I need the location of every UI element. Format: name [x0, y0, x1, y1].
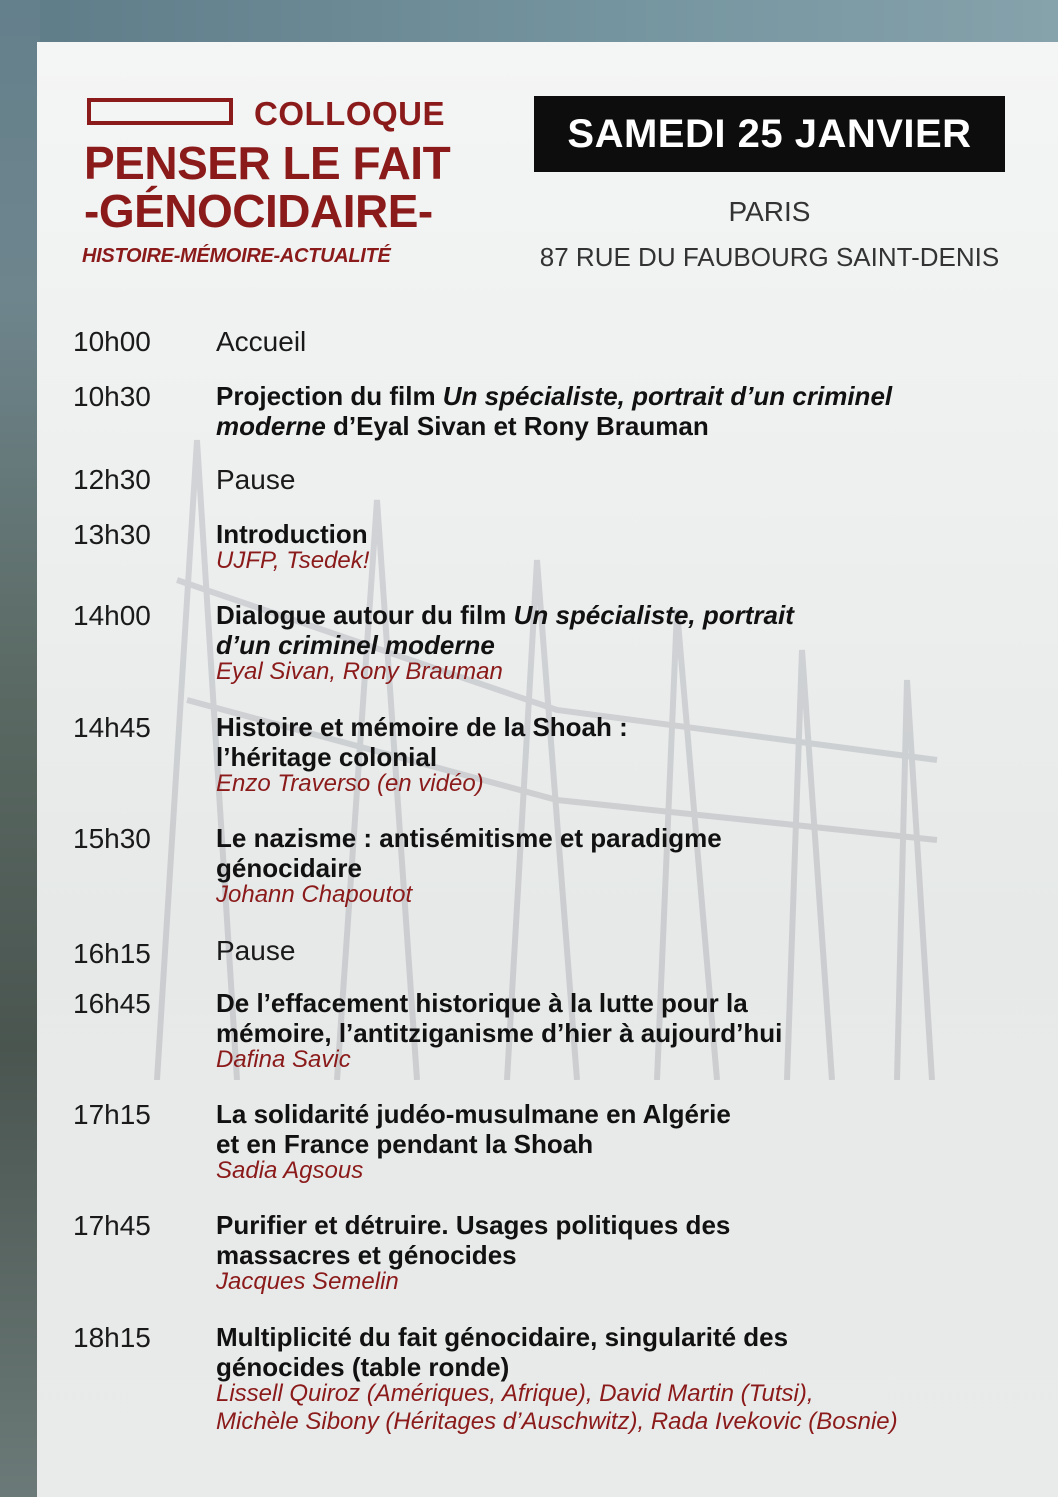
- title-line: mémoire, l’antitziganisme d’hier à aujourd’hui: [216, 1018, 783, 1048]
- time: 14h45: [73, 712, 151, 743]
- city: PARIS: [728, 196, 811, 227]
- title-line: Multiplicité du fait génocidaire, singularité des: [216, 1322, 789, 1352]
- title-line: Purifier et détruire. Usages politiques des: [216, 1210, 731, 1240]
- title-part: Dialogue autour du film: [216, 600, 514, 630]
- time: 13h30: [73, 519, 151, 550]
- speaker: Johann Chapoutot: [216, 881, 413, 908]
- time: 16h15: [73, 938, 151, 969]
- speaker-line: Lissell Quiroz (Amériques, Afrique), David Martin (Tutsi),: [216, 1380, 814, 1407]
- film-title: Un spécialiste, portrait d’un criminel moderne: [216, 381, 893, 441]
- session-title: [216, 1322, 1016, 1382]
- title-part: d’Eyal Sivan et Rony Brauman: [325, 411, 709, 441]
- logo-frame: [87, 98, 233, 125]
- time: 10h30: [73, 381, 151, 412]
- speaker: Sadia Agsous: [216, 1157, 364, 1184]
- session-label: Pause: [216, 935, 296, 966]
- title-line: Le nazisme : antisémitisme et paradigme: [216, 823, 722, 853]
- title-line: massacres et génocides: [216, 1240, 517, 1270]
- title-line: et en France pendant la Shoah: [216, 1129, 594, 1159]
- colloque-label: COLLOQUE: [254, 95, 445, 132]
- background-photo-top: [0, 0, 1058, 42]
- speaker: Eyal Sivan, Rony Brauman: [216, 658, 503, 685]
- speaker: Dafina Savic: [216, 1046, 351, 1073]
- title-line: Histoire et mémoire de la Shoah :: [216, 712, 628, 742]
- time: 17h45: [73, 1210, 151, 1241]
- session-title: Introduction: [216, 519, 368, 549]
- title-line: La solidarité judéo-musulmane en Algérie: [216, 1099, 731, 1129]
- speaker: UJFP, Tsedek!: [216, 547, 370, 574]
- title-line: génocides (table ronde): [216, 1352, 510, 1382]
- session-label: Pause: [216, 464, 296, 495]
- session-title: [216, 1210, 1016, 1270]
- subtitle: HISTOIRE-MÉMOIRE-ACTUALITÉ: [82, 245, 391, 267]
- session-title: [216, 1099, 1016, 1159]
- title-line: génocidaire: [216, 853, 362, 883]
- time: 18h15: [73, 1322, 151, 1353]
- time: 16h45: [73, 988, 151, 1019]
- session-title: [216, 988, 1016, 1048]
- session-label: Accueil: [216, 326, 307, 357]
- title-line: l’héritage colonial: [216, 742, 438, 772]
- title-line: De l’effacement historique à la lutte pour la: [216, 988, 748, 1018]
- speaker: Jacques Semelin: [216, 1268, 399, 1295]
- session-title: [216, 600, 816, 660]
- speaker-line: Michèle Sibony (Héritages d’Auschwitz), Rada Ivekovic (Bosnie): [216, 1408, 898, 1435]
- background-photo-left: [0, 0, 40, 1497]
- title-line-2: -GÉNOCIDAIRE-: [84, 185, 433, 237]
- time: 15h30: [73, 823, 151, 854]
- date-banner: SAMEDI 25 JANVIER: [534, 96, 1005, 172]
- speaker: Enzo Traverso (en vidéo): [216, 770, 484, 797]
- session-title: [216, 823, 1016, 883]
- time: 14h00: [73, 600, 151, 631]
- session-title: [216, 381, 936, 441]
- title-part: Projection du film: [216, 381, 443, 411]
- session-title: [216, 712, 1016, 772]
- time: 10h00: [73, 326, 151, 357]
- address: 87 RUE DU FAUBOURG SAINT-DENIS: [539, 242, 1000, 272]
- film-title: Un spécialiste, portrait d’un criminel moderne: [216, 600, 794, 660]
- title-line-1: PENSER LE FAIT: [84, 137, 451, 189]
- time: 17h15: [73, 1099, 151, 1130]
- time: 12h30: [73, 464, 151, 495]
